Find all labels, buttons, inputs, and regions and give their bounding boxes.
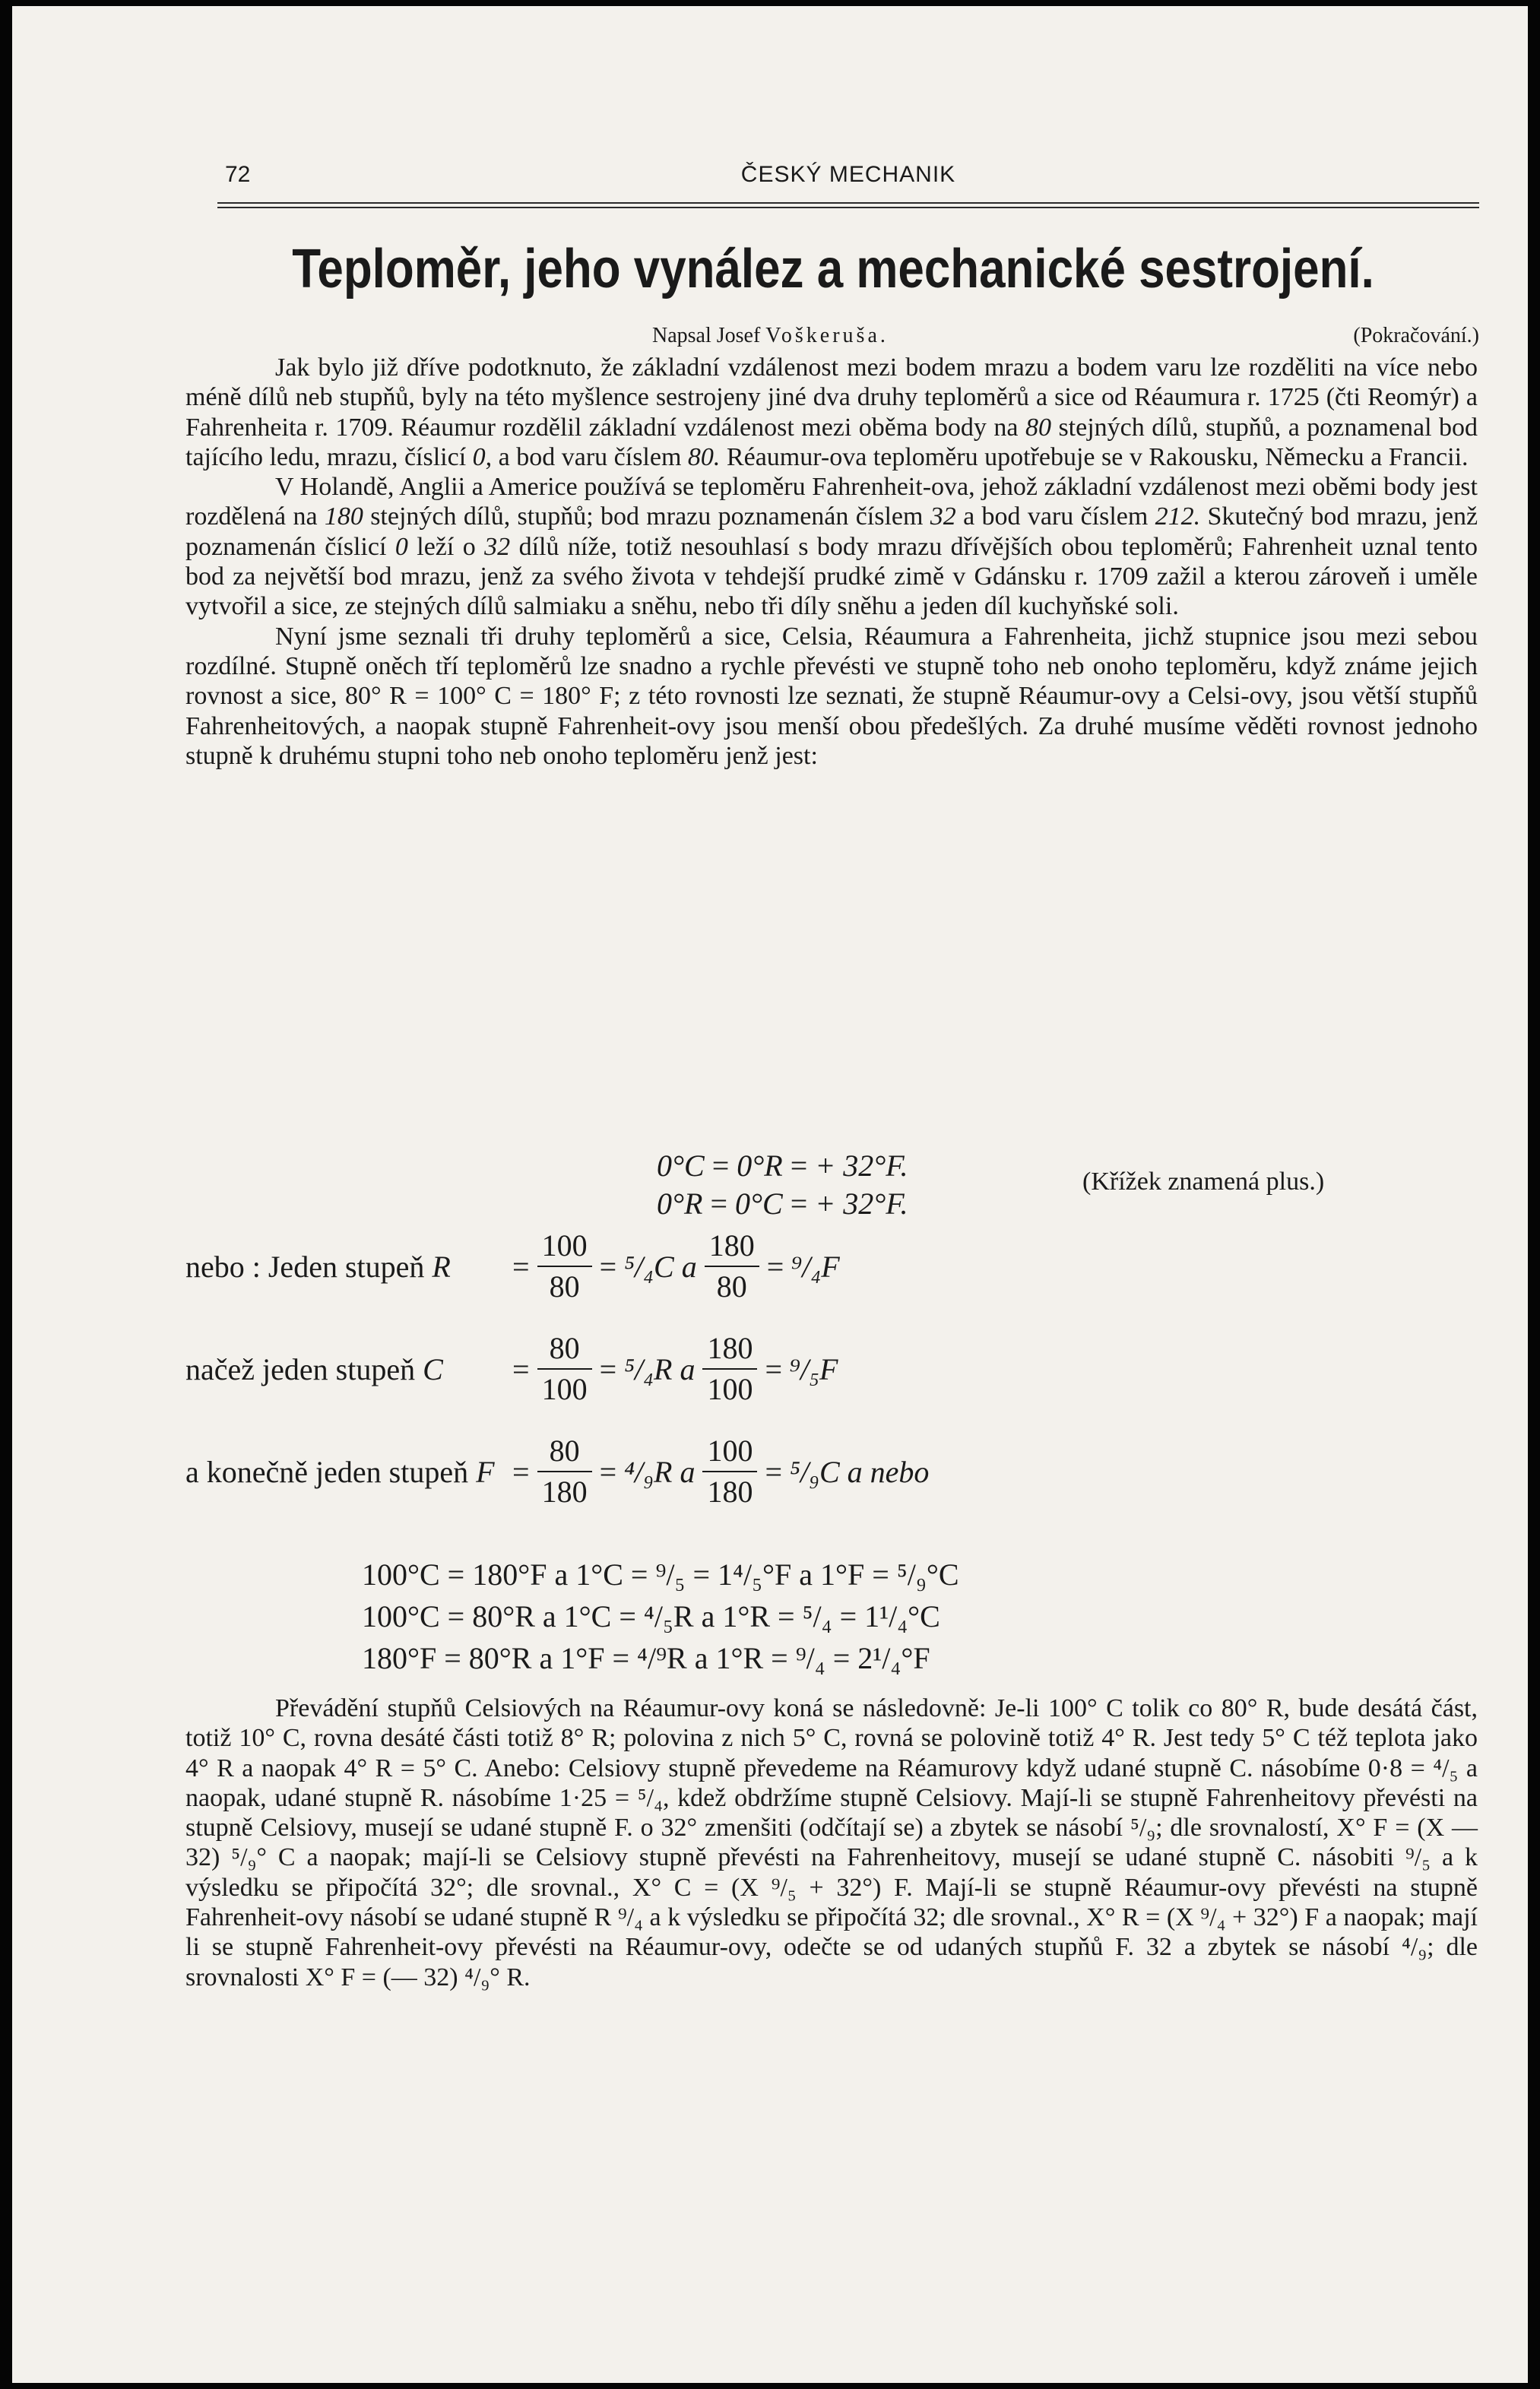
p1-d: Réaumur-ova teploměru upotřebuje se v Rakousku, Německu a Francii. [726,442,1469,471]
paragraph-1 [185,353,1478,472]
paragraph-3: Nyní jsme seznali tři druhy teploměrů a sice, Celsia, Réaumura a Fahrenheita, jichž stupnice jsou mezi sebou rozdílné. Stupně oněch tří teploměrů lze snadno a rychle převésti ve stupně toho neb onoho teploměru, když známe jejich rovnost a sice, 80° R = 100° C = 180° F; z této rovnosti lze seznati, že stupně Réaumur-ovy a Celsi-ovy, jsou větší stupňů Fahrenheitových, a naopak stupně Fahrenheit-ovy jsou menší obou předešlých. Za druhé musíme věděti rovnost jednoho stupně k druhému stupni toho neb onoho teploměru jenž jest: [185,622,1478,770]
p2-e: leží o [417,532,476,561]
f3-eq: = [512,1454,530,1489]
f1-frac-1 [537,1226,592,1307]
p2-32b: 32 [484,532,511,561]
p2-212: 212. [1155,502,1201,531]
plus-note: (Křížek znamená plus.) [1082,1168,1325,1196]
e1-left: 0°C [657,1149,705,1183]
fraction-line-2 [185,1329,838,1409]
paragraph-4: Převádění stupňů Celsiových na Réaumur-ovy koná se následovně: Je-li 100° C tolik co 80° R, bude desátá část, totiž 10° C, rovna desáté části totiž 8° R; polovina z nich 5° C, rovná se polovině totiž 4° R. Jest tedy 5° C též teplota jako 4° R a naopak 4° R = 5° C. Anebo: Celsiovy stupně převedeme na Réamurovy když udané stupně C. násobíme 0·8 = ⁴/₅ a naopak, udané stupně R. násobíme 1·25 = ⁵/₄, kdež obdržíme stupně Celsiovy. Mají-li se stupně Fahrenheitovy převésti na stupně Celsiovy, musejí se udané stupně F. o 32° zmenšiti (odčítají se) a zbytek se násobí ⁵/₉; dle srovnalostí, X° F = (X — 32) ⁵/₉° C a naopak; mají-li se Celsiovy stupně převésti na Fahrenheitovy, musejí se udané stupně C. násobiti ⁹/₅ a k výsledku se připočítá 32°; dle srovnal., X° C = (X ⁹/₅ + 32°) F. Mají-li se stupně Réaumur-ovy převésti na stupně Fahrenheit-ovy násobí se udané stupně R ⁹/₄ a k výsledku se připočítá 32; dle srovnal., X° R = (X ⁹/₄ + 32°) F a naopak; mají li se stupně Fahrenheit-ovy převésti na Réaumur-ovy, odečte se od udaných stupňů F. 32 a zbytek se násobí ⁴/₉; dle srovnalosti X° F = (— 32) ⁴/₉° R. [185,1694,1478,1991]
f3-den-2: 180 [707,1475,753,1509]
f2-den-2: 100 [707,1372,753,1406]
equation-2 [657,1186,908,1221]
body-text-bottom [185,1694,1478,1992]
header-rule-top [217,202,1479,204]
page-number: 72 [225,162,251,187]
paragraph-2 [185,472,1478,621]
f3-eq-3: = [765,1454,783,1489]
f2-eq-3: = [765,1351,783,1386]
p2-d: Skutečný bod mrazu, jenž poznamenán číslicí [185,502,1478,561]
f3-result-1: ⁴/₉R a [624,1454,696,1489]
f2-eq: = [512,1351,530,1386]
author [652,324,889,348]
f3-den-1: 180 [541,1475,588,1509]
f1-eq-2: = [599,1249,617,1284]
conversion-1: 100°C = 180°F a 1°C = ⁹/₅ = 1⁴/₅°F a 1°F = ⁵/₉°C [362,1557,959,1592]
f2-result-1: ⁵/₄R a [624,1351,696,1386]
f2-num-1: 80 [537,1329,592,1370]
f3-result-2: ⁵/₉C a nebo [790,1454,930,1489]
f1-result-2: ⁹/₄F [791,1249,840,1284]
p1-c: a bod varu číslem [498,442,682,471]
p1-num-b: 80. [687,442,721,471]
e2-eq1: = [710,1187,727,1221]
author-prefix: Napsal Josef [652,324,761,347]
f2-var: C [423,1351,443,1386]
header-rule-bottom [217,207,1479,208]
conversion-3: 180°F = 80°R a 1°F = ⁴/⁹R a 1°R = ⁹/₄ = 2¹/₄°F [362,1641,930,1675]
f1-label [185,1249,512,1285]
f1-label-text: nebo : Jeden stupeň [185,1249,425,1284]
e1-eq1: = [711,1149,730,1183]
f1-num-2: 180 [705,1226,759,1267]
p2-32: 32 [930,502,956,531]
p2-b: stejných dílů, stupňů; bod mrazu poznamenán číslem [370,502,924,531]
f3-frac-1 [537,1431,592,1512]
f1-den-2: 80 [716,1269,747,1304]
f1-num-1: 100 [537,1226,592,1267]
e1-eq2: = [790,1149,808,1183]
f3-var: F [476,1454,495,1489]
p1-b: stejných dílů, stupňů, a poznamenal bod tajícího ledu, mrazu, číslicí [185,413,1478,471]
e1-mid: 0°R [737,1149,783,1183]
f2-den-1: 100 [541,1372,588,1406]
f2-frac-2 [702,1329,757,1409]
p2-180: 180 [324,502,363,531]
f1-eq-3: = [766,1249,784,1284]
p1-num: 80 [1025,413,1051,442]
f3-eq-2: = [599,1454,617,1489]
f1-var: R [432,1249,451,1284]
e2-mid: 0°C [735,1187,783,1221]
e1-right: + 32°F. [815,1149,908,1183]
f3-frac-2 [702,1431,757,1512]
journal-title: ČESKÝ MECHANIK [740,162,956,187]
f2-label [185,1351,512,1387]
f2-frac-1 [537,1329,592,1409]
p2-a: V Holandě, Anglii a Americe používá se teploměru Fahrenheit-ova, jehož základní vzdálenost mezi oběmi body jest rozdělená na [185,473,1478,531]
f2-label-text: načež jeden stupeň [185,1351,416,1386]
running-header [217,162,1479,192]
byline [187,324,1479,350]
e2-right: + 32°F. [815,1187,908,1221]
page [12,6,1528,2383]
p2-0: 0 [395,532,408,561]
fraction-line-1 [185,1226,840,1307]
p2-c: a bod varu číslem [963,502,1149,531]
equation-1 [657,1148,908,1183]
f3-num-2: 100 [702,1431,757,1472]
f1-eq: = [512,1249,530,1284]
e2-left: 0°R [657,1187,703,1221]
f1-result-1: ⁵/₄C a [624,1249,697,1284]
p2-f: dílů níže, totiž nesouhlasí s body mrazu dřívějších obou teploměrů; Fahrenheit uznal tento bod za největší bod mrazu, jenž za svého života v tehdejší prudké zimě v Gdánsku r. 1709 zažil a kterou zároveň i uměle vytvořil a sice, ze stejných dílů salmiaku a sněhu, nebo tři díly sněhu a jeden díl kuchyňské soli. [185,532,1478,621]
p1-a: Jak bylo již dříve podotknuto, že základní vzdálenost mezi bodem mrazu a bodem varu lze rozděliti na více nebo méně dílů neb stupňů, byly na této myšlence sestrojeny jiné dva druhy teploměrů a sice od Réaumura r. 1725 (čti Reomýr) a Fahrenheita r. 1709. Réaumur rozdělil základní vzdálenost mezi oběma body na [185,353,1478,442]
author-name: Voškeruša. [765,324,889,347]
e2-eq2: = [790,1187,808,1221]
f2-result-2: ⁹/₅F [790,1351,838,1386]
article-title: Teploměr, jeho vynález a mechanické sestrojení. [292,239,1374,299]
f1-frac-2 [705,1226,759,1307]
f2-num-2: 180 [702,1329,757,1370]
conversion-2: 100°C = 80°R a 1°C = ⁴/₅R a 1°R = ⁵/₄ = 1¹/₄°C [362,1599,940,1633]
fraction-line-3 [185,1431,929,1512]
body-text-top [185,353,1478,771]
f2-eq-2: = [599,1351,617,1386]
f3-label [185,1454,512,1490]
continued-note: (Pokračování.) [1353,324,1479,347]
f3-num-1: 80 [537,1431,592,1472]
p1-zero: 0, [472,442,493,471]
f3-label-text: a konečně jeden stupeň [185,1454,469,1489]
f1-den-1: 80 [549,1269,580,1304]
